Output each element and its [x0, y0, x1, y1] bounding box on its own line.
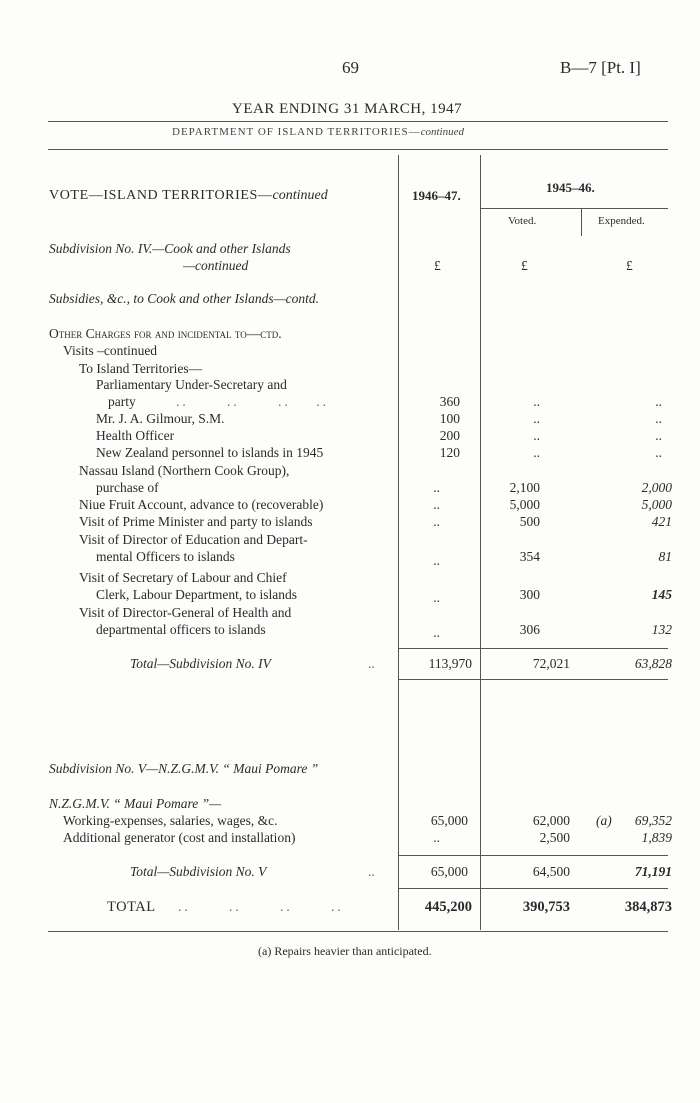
cell-expended: .. — [655, 394, 662, 409]
row-label-cont: Clerk, Labour Department, to islands — [96, 587, 297, 602]
cell-voted: 354 — [519, 549, 540, 564]
total-v-1946: 65,000 — [430, 864, 468, 879]
table-top-rule — [48, 149, 668, 150]
row-label-cont: departmental officers to islands — [96, 622, 266, 637]
total-iv-label: Total—Subdivision No. IV — [130, 656, 271, 671]
cell-expended: 132 — [651, 622, 672, 637]
total-iv-voted: 72,021 — [532, 656, 570, 671]
cell-voted: .. — [533, 445, 540, 460]
cell-voted: 62,000 — [532, 813, 570, 828]
row-label: Parliamentary Under-Secretary and — [96, 377, 287, 392]
row-label-cont: purchase of — [96, 480, 159, 495]
cell-voted: 300 — [519, 587, 540, 602]
total-v-voted: 64,500 — [532, 864, 570, 879]
to-island-heading: To Island Territories— — [79, 361, 203, 376]
leader-dots: .. .. .. .. — [176, 394, 329, 409]
total-v-bottom-rule — [398, 888, 668, 889]
row-label-cont: mental Officers to islands — [96, 549, 235, 564]
cell-voted: 306 — [519, 622, 540, 637]
total-v-expended: 71,191 — [634, 864, 672, 879]
cell-1946: 360 — [439, 394, 460, 409]
cell-voted: .. — [533, 428, 540, 443]
header-split-rule — [480, 208, 668, 209]
department-heading: DEPARTMENT OF ISLAND TERRITORIES—continued — [172, 126, 464, 138]
cell-expended: .. — [655, 411, 662, 426]
vessel-heading: N.Z.G.M.V. “ Maui Pomare ”— — [49, 796, 222, 811]
footnote: (a) Repairs heavier than anticipated. — [258, 944, 432, 958]
cell-voted: 5,000 — [509, 497, 540, 512]
row-label: Mr. J. A. Gilmour, S.M. — [96, 411, 225, 426]
row-label-cont: party — [108, 394, 136, 409]
cell-1946: .. — [433, 590, 440, 605]
cell-1946: 120 — [439, 445, 460, 460]
footnote-marker: (a) — [596, 813, 612, 828]
title-rule — [48, 121, 668, 122]
total-iv-dots: .. — [368, 656, 375, 671]
cell-1946: .. — [433, 625, 440, 640]
cell-1946: 100 — [439, 411, 460, 426]
row-label: Working-expenses, salaries, wages, &c. — [63, 813, 278, 828]
page-number: 69 — [342, 58, 359, 77]
cell-1946: .. — [433, 553, 440, 568]
column-header-expended: Expended. — [598, 215, 645, 227]
total-iv-top-rule — [398, 648, 668, 649]
row-label: Visit of Prime Minister and party to islands — [79, 514, 313, 529]
cell-expended: 1,839 — [641, 830, 672, 845]
cell-expended: 81 — [658, 549, 672, 564]
cell-1946: 200 — [439, 428, 460, 443]
total-iv-1946: 113,970 — [428, 656, 472, 671]
cell-expended: 145 — [651, 587, 672, 602]
total-v-dots: .. — [368, 864, 375, 879]
visits-heading: Visits –continued — [63, 343, 158, 358]
column-header-1946-47: 1946–47. — [412, 188, 461, 203]
cell-voted: .. — [533, 411, 540, 426]
row-label: New Zealand personnel to islands in 1945 — [96, 445, 324, 460]
vote-title: VOTE—ISLAND TERRITORIES—continued — [49, 188, 328, 203]
cell-1946: .. — [433, 497, 440, 512]
cell-expended: .. — [655, 428, 662, 443]
cell-voted: 2,500 — [539, 830, 570, 845]
row-label: Niue Fruit Account, advance to (recoverable) — [79, 497, 324, 512]
row-label: Visit of Secretary of Labour and Chief — [79, 570, 287, 585]
grand-total-label: TOTAL — [107, 899, 156, 915]
cell-voted: 2,100 — [509, 480, 540, 495]
subdivision-iv-continued: —continued — [183, 258, 249, 273]
total-iv-expended: 63,828 — [634, 656, 672, 671]
cell-expended: 5,000 — [641, 497, 672, 512]
subdivision-iv-heading: Subdivision No. IV.—Cook and other Islands — [49, 241, 291, 256]
cell-expended: 2,000 — [641, 480, 672, 495]
cell-expended: .. — [655, 445, 662, 460]
page-title: YEAR ENDING 31 MARCH, 1947 — [232, 101, 463, 117]
pound-sign-1946: £ — [434, 258, 441, 273]
row-label: Nassau Island (Northern Cook Group), — [79, 463, 290, 478]
cell-voted: 500 — [519, 514, 540, 529]
total-v-label: Total—Subdivision No. V — [130, 864, 267, 879]
row-label: Visit of Director of Education and Depart- — [79, 532, 308, 547]
subsidies-heading: Subsidies, &c., to Cook and other Islands—contd. — [49, 291, 319, 306]
grand-total-dots: .. .. .. .. — [178, 899, 344, 914]
grand-total-voted: 390,753 — [522, 899, 570, 915]
cell-1946: .. — [433, 514, 440, 529]
pound-sign-expended: £ — [626, 258, 633, 273]
total-v-top-rule — [398, 855, 668, 856]
column-divider-voted — [581, 208, 582, 236]
cell-expended: 69,352 — [634, 813, 672, 828]
cell-expended: 421 — [651, 514, 672, 529]
cell-1946: .. — [433, 830, 440, 845]
grand-total-1946: 445,200 — [424, 899, 472, 915]
other-charges-heading: Other Charges for and incidental to—ctd. — [49, 326, 282, 341]
table-bottom-rule — [48, 931, 668, 932]
cell-voted: .. — [533, 394, 540, 409]
subdivision-v-heading: Subdivision No. V—N.Z.G.M.V. “ Maui Pomare ” — [49, 761, 319, 776]
grand-total-expended: 384,873 — [624, 899, 672, 915]
total-iv-bottom-rule — [398, 679, 668, 680]
row-label: Visit of Director-General of Health and — [79, 605, 292, 620]
pound-sign-voted: £ — [521, 258, 528, 273]
cell-1946: 65,000 — [430, 813, 468, 828]
row-label: Additional generator (cost and installation) — [63, 830, 296, 845]
column-header-voted: Voted. — [508, 215, 537, 227]
row-label: Health Officer — [96, 428, 175, 443]
page-reference: B—7 [Pt. I] — [560, 58, 641, 77]
cell-1946: .. — [433, 480, 440, 495]
column-header-1945-46: 1945–46. — [546, 180, 595, 195]
column-divider-1 — [398, 155, 399, 930]
column-divider-2 — [480, 155, 481, 930]
